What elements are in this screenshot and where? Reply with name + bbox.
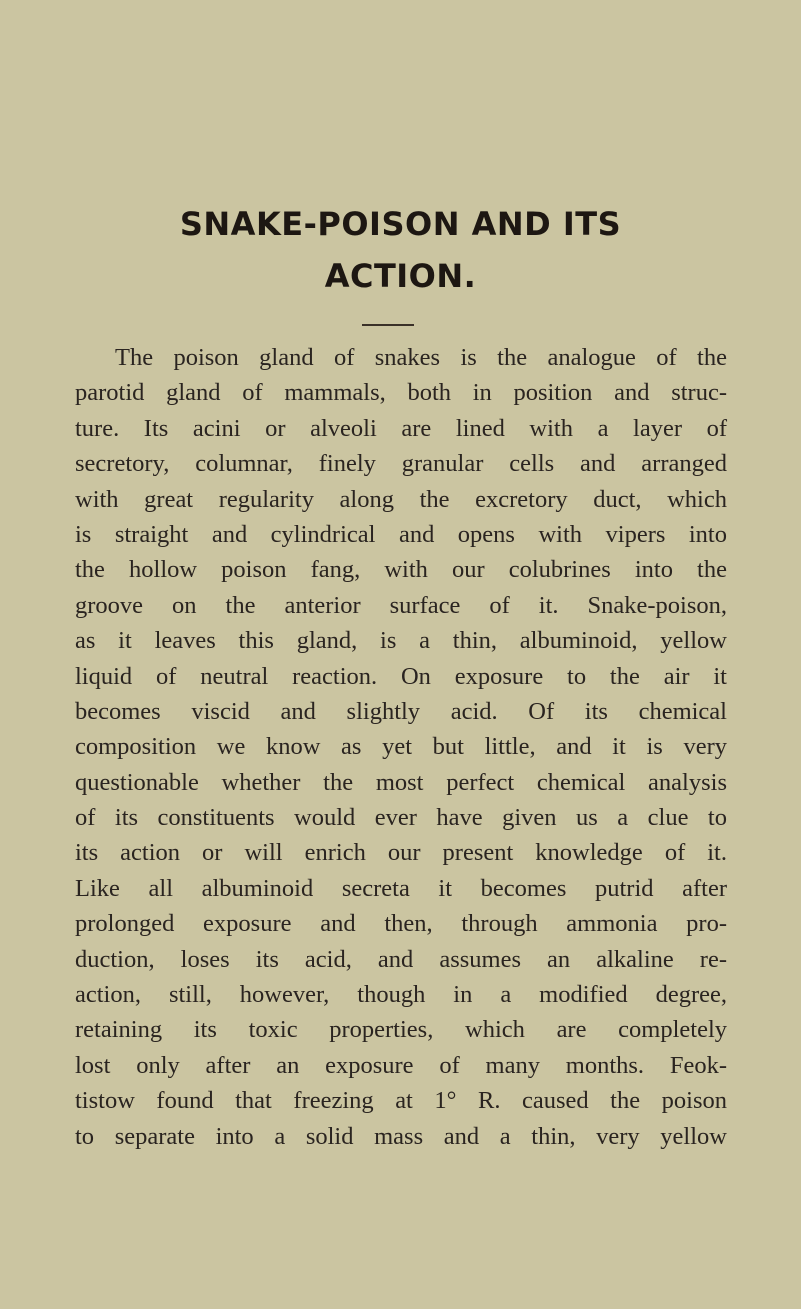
text-line: ture. Its acini or alveoli are lined with a layer of (75, 414, 727, 442)
text-line: Like all albuminoid secreta it becomes putrid after (75, 874, 727, 902)
page-title-line-2: ACTION. (324, 257, 477, 295)
text-line: the hollow poison fang, with our colubrines into the (75, 556, 727, 584)
text-line: parotid gland of mammals, both in position and struc- (75, 379, 727, 407)
title-divider (362, 324, 414, 326)
text-line: composition we know as yet but little, and it is very (75, 733, 727, 761)
text-line: of its constituents would ever have given us a clue to (75, 804, 727, 832)
text-line: becomes viscid and slightly acid. Of its chemical (75, 697, 727, 725)
text-line: action, still, however, though in a modified degree, (75, 981, 727, 1009)
text-line: The poison gland of snakes is the analogue of the (115, 344, 727, 371)
body-text (75, 340, 727, 1154)
text-line: with great regularity along the excretory duct, which (75, 485, 727, 513)
text-line: groove on the anterior surface of it. Snake-poison, (75, 591, 727, 619)
text-line: prolonged exposure and then, through ammonia pro- (75, 910, 727, 938)
page-title-line-1: SNAKE-POISON AND ITS (179, 205, 622, 243)
text-line: lost only after an exposure of many months. Feok- (75, 1051, 727, 1079)
text-line: tistow found that freezing at 1° R. caused the poison (75, 1087, 727, 1115)
text-line: to separate into a solid mass and a thin, very yellow (75, 1122, 727, 1150)
text-line: is straight and cylindrical and opens with vipers into (75, 520, 727, 548)
text-line: retaining its toxic properties, which are completely (75, 1016, 727, 1044)
text-line: as it leaves this gland, is a thin, albuminoid, yellow (75, 627, 727, 655)
text-line: questionable whether the most perfect chemical analysis (75, 768, 727, 796)
text-line: secretory, columnar, finely granular cells and arranged (75, 450, 727, 478)
text-line: duction, loses its acid, and assumes an alkaline re- (75, 945, 727, 973)
text-line: liquid of neutral reaction. On exposure to the air it (75, 662, 727, 690)
text-line: its action or will enrich our present knowledge of it. (75, 839, 727, 867)
